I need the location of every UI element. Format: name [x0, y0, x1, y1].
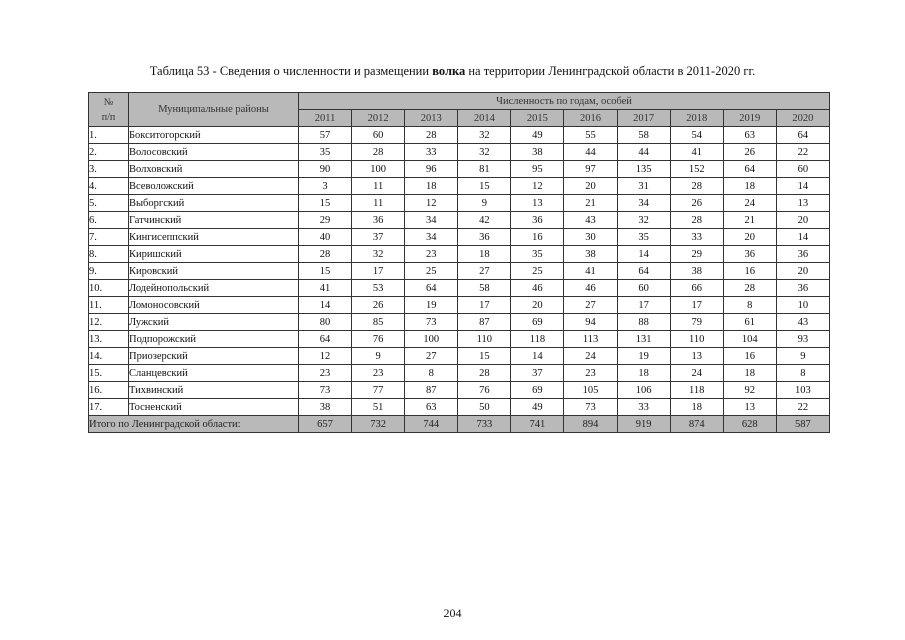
year-value: 96	[405, 161, 458, 178]
year-value: 40	[299, 229, 352, 246]
year-value: 97	[564, 161, 617, 178]
year-value: 27	[458, 263, 511, 280]
year-value: 21	[564, 195, 617, 212]
total-value: 733	[458, 416, 511, 433]
year-value: 12	[511, 178, 564, 195]
year-value: 33	[670, 229, 723, 246]
district-name: Тосненский	[129, 399, 299, 416]
year-value: 13	[723, 399, 776, 416]
district-name: Киришский	[129, 246, 299, 263]
year-value: 104	[723, 331, 776, 348]
district-name: Бокситогорский	[129, 127, 299, 144]
table-row	[89, 297, 830, 314]
year-value: 23	[405, 246, 458, 263]
wolf-population-table	[88, 92, 830, 433]
year-value: 32	[458, 144, 511, 161]
page-number: 204	[443, 606, 462, 620]
year-value: 20	[511, 297, 564, 314]
year-value: 41	[299, 280, 352, 297]
year-value: 28	[405, 127, 458, 144]
year-value: 44	[617, 144, 670, 161]
row-number: 4.	[89, 178, 129, 195]
year-value: 10	[776, 297, 829, 314]
year-value: 118	[670, 382, 723, 399]
header-year: 2012	[352, 110, 405, 127]
year-value: 12	[299, 348, 352, 365]
year-value: 25	[405, 263, 458, 280]
table-row	[89, 280, 830, 297]
year-value: 26	[670, 195, 723, 212]
year-value: 18	[458, 246, 511, 263]
year-value: 110	[458, 331, 511, 348]
year-value: 43	[564, 212, 617, 229]
header-number	[89, 93, 129, 127]
district-name: Выборгский	[129, 195, 299, 212]
district-name: Лодейнопольский	[129, 280, 299, 297]
row-number: 8.	[89, 246, 129, 263]
year-value: 14	[776, 229, 829, 246]
year-value: 77	[352, 382, 405, 399]
row-number: 12.	[89, 314, 129, 331]
year-value: 87	[405, 382, 458, 399]
year-value: 94	[564, 314, 617, 331]
year-value: 88	[617, 314, 670, 331]
year-value: 90	[299, 161, 352, 178]
header-group: Численность по годам, особей	[299, 93, 830, 110]
total-value: 919	[617, 416, 670, 433]
year-value: 44	[564, 144, 617, 161]
year-value: 36	[776, 280, 829, 297]
year-value: 14	[776, 178, 829, 195]
total-value: 744	[405, 416, 458, 433]
year-value: 37	[511, 365, 564, 382]
year-value: 26	[723, 144, 776, 161]
year-value: 35	[617, 229, 670, 246]
year-value: 46	[511, 280, 564, 297]
year-value: 63	[405, 399, 458, 416]
district-name: Кингисеппский	[129, 229, 299, 246]
year-value: 17	[670, 297, 723, 314]
table-row	[89, 382, 830, 399]
table-row	[89, 229, 830, 246]
district-name: Всеволожский	[129, 178, 299, 195]
year-value: 24	[670, 365, 723, 382]
year-value: 18	[405, 178, 458, 195]
header-number-line1: №	[103, 96, 114, 108]
year-value: 8	[776, 365, 829, 382]
year-value: 36	[723, 246, 776, 263]
year-value: 110	[670, 331, 723, 348]
total-value: 874	[670, 416, 723, 433]
year-value: 20	[776, 212, 829, 229]
year-value: 58	[458, 280, 511, 297]
year-value: 64	[723, 161, 776, 178]
year-value: 29	[299, 212, 352, 229]
year-value: 33	[405, 144, 458, 161]
year-value: 43	[776, 314, 829, 331]
district-name: Приозерский	[129, 348, 299, 365]
year-value: 100	[352, 161, 405, 178]
caption-suffix: на территории Ленинградской области в 2011-2020 гг.	[465, 64, 756, 78]
year-value: 9	[776, 348, 829, 365]
header-year: 2018	[670, 110, 723, 127]
year-value: 12	[405, 195, 458, 212]
header-year: 2020	[776, 110, 829, 127]
year-value: 106	[617, 382, 670, 399]
row-number: 10.	[89, 280, 129, 297]
year-value: 20	[776, 263, 829, 280]
year-value: 3	[299, 178, 352, 195]
district-name: Лужский	[129, 314, 299, 331]
total-label: Итого по Ленинградской области:	[89, 416, 299, 433]
year-value: 50	[458, 399, 511, 416]
year-value: 49	[511, 399, 564, 416]
year-value: 20	[723, 229, 776, 246]
year-value: 36	[776, 246, 829, 263]
year-value: 64	[299, 331, 352, 348]
year-value: 73	[564, 399, 617, 416]
year-value: 17	[617, 297, 670, 314]
year-value: 34	[405, 212, 458, 229]
total-value: 732	[352, 416, 405, 433]
year-value: 17	[352, 263, 405, 280]
year-value: 31	[617, 178, 670, 195]
year-value: 15	[299, 263, 352, 280]
year-value: 69	[511, 314, 564, 331]
year-value: 28	[670, 178, 723, 195]
total-value: 741	[511, 416, 564, 433]
total-value: 894	[564, 416, 617, 433]
year-value: 13	[670, 348, 723, 365]
year-value: 34	[405, 229, 458, 246]
year-value: 135	[617, 161, 670, 178]
year-value: 63	[723, 127, 776, 144]
year-value: 64	[405, 280, 458, 297]
header-row-top	[89, 93, 830, 110]
row-number: 14.	[89, 348, 129, 365]
year-value: 8	[405, 365, 458, 382]
year-value: 46	[564, 280, 617, 297]
district-name: Тихвинский	[129, 382, 299, 399]
year-value: 85	[352, 314, 405, 331]
year-value: 21	[723, 212, 776, 229]
year-value: 23	[299, 365, 352, 382]
year-value: 35	[511, 246, 564, 263]
total-row	[89, 416, 830, 433]
year-value: 29	[670, 246, 723, 263]
year-value: 113	[564, 331, 617, 348]
year-value: 61	[723, 314, 776, 331]
table-caption	[0, 64, 905, 79]
district-name: Кировский	[129, 263, 299, 280]
table-row	[89, 178, 830, 195]
year-value: 54	[670, 127, 723, 144]
year-value: 18	[723, 178, 776, 195]
header-year: 2014	[458, 110, 511, 127]
table-row	[89, 127, 830, 144]
year-value: 38	[564, 246, 617, 263]
total-value: 587	[776, 416, 829, 433]
year-value: 64	[617, 263, 670, 280]
table-row	[89, 399, 830, 416]
year-value: 36	[458, 229, 511, 246]
year-value: 19	[405, 297, 458, 314]
year-value: 28	[352, 144, 405, 161]
year-value: 23	[564, 365, 617, 382]
year-value: 15	[458, 178, 511, 195]
year-value: 15	[299, 195, 352, 212]
year-value: 32	[352, 246, 405, 263]
year-value: 18	[723, 365, 776, 382]
year-value: 41	[564, 263, 617, 280]
year-value: 24	[723, 195, 776, 212]
year-value: 38	[511, 144, 564, 161]
year-value: 41	[670, 144, 723, 161]
row-number: 5.	[89, 195, 129, 212]
table-row	[89, 161, 830, 178]
year-value: 73	[299, 382, 352, 399]
row-number: 17.	[89, 399, 129, 416]
year-value: 79	[670, 314, 723, 331]
row-number: 3.	[89, 161, 129, 178]
year-value: 60	[617, 280, 670, 297]
year-value: 27	[564, 297, 617, 314]
year-value: 49	[511, 127, 564, 144]
year-value: 32	[617, 212, 670, 229]
year-value: 80	[299, 314, 352, 331]
table-row	[89, 246, 830, 263]
table-row	[89, 348, 830, 365]
table-row	[89, 144, 830, 161]
year-value: 34	[617, 195, 670, 212]
year-value: 16	[723, 348, 776, 365]
year-value: 14	[511, 348, 564, 365]
year-value: 26	[352, 297, 405, 314]
table-row	[89, 331, 830, 348]
district-name: Сланцевский	[129, 365, 299, 382]
header-year: 2017	[617, 110, 670, 127]
year-value: 28	[670, 212, 723, 229]
year-value: 20	[564, 178, 617, 195]
row-number: 7.	[89, 229, 129, 246]
year-value: 76	[352, 331, 405, 348]
year-value: 27	[405, 348, 458, 365]
year-value: 103	[776, 382, 829, 399]
header-year: 2013	[405, 110, 458, 127]
year-value: 92	[723, 382, 776, 399]
year-value: 69	[511, 382, 564, 399]
year-value: 87	[458, 314, 511, 331]
table-body	[89, 127, 830, 433]
caption-bold-word: волка	[432, 64, 466, 78]
row-number: 9.	[89, 263, 129, 280]
year-value: 57	[299, 127, 352, 144]
year-value: 95	[511, 161, 564, 178]
year-value: 53	[352, 280, 405, 297]
year-value: 13	[511, 195, 564, 212]
header-year: 2016	[564, 110, 617, 127]
table-row	[89, 365, 830, 382]
year-value: 100	[405, 331, 458, 348]
year-value: 66	[670, 280, 723, 297]
year-value: 28	[458, 365, 511, 382]
year-value: 36	[352, 212, 405, 229]
year-value: 38	[299, 399, 352, 416]
header-number-line2: п/п	[101, 111, 116, 123]
district-name: Подпорожский	[129, 331, 299, 348]
row-number: 2.	[89, 144, 129, 161]
year-value: 105	[564, 382, 617, 399]
year-value: 35	[299, 144, 352, 161]
year-value: 51	[352, 399, 405, 416]
total-value: 628	[723, 416, 776, 433]
year-value: 15	[458, 348, 511, 365]
year-value: 11	[352, 195, 405, 212]
year-value: 22	[776, 399, 829, 416]
year-value: 58	[617, 127, 670, 144]
year-value: 8	[723, 297, 776, 314]
year-value: 55	[564, 127, 617, 144]
year-value: 32	[458, 127, 511, 144]
row-number: 11.	[89, 297, 129, 314]
year-value: 14	[617, 246, 670, 263]
district-name: Ломоносовский	[129, 297, 299, 314]
header-year: 2019	[723, 110, 776, 127]
year-value: 13	[776, 195, 829, 212]
header-year: 2011	[299, 110, 352, 127]
year-value: 73	[405, 314, 458, 331]
year-value: 24	[564, 348, 617, 365]
year-value: 131	[617, 331, 670, 348]
table-row	[89, 263, 830, 280]
year-value: 9	[352, 348, 405, 365]
year-value: 60	[352, 127, 405, 144]
year-value: 37	[352, 229, 405, 246]
year-value: 28	[723, 280, 776, 297]
year-value: 93	[776, 331, 829, 348]
header-year: 2015	[511, 110, 564, 127]
caption-prefix: Таблица 53 - Сведения о численности и размещении	[149, 64, 433, 78]
year-value: 36	[511, 212, 564, 229]
year-value: 16	[511, 229, 564, 246]
year-value: 23	[352, 365, 405, 382]
table-row	[89, 314, 830, 331]
year-value: 81	[458, 161, 511, 178]
year-value: 22	[776, 144, 829, 161]
row-number: 16.	[89, 382, 129, 399]
year-value: 19	[617, 348, 670, 365]
year-value: 18	[670, 399, 723, 416]
year-value: 25	[511, 263, 564, 280]
year-value: 11	[352, 178, 405, 195]
year-value: 38	[670, 263, 723, 280]
year-value: 17	[458, 297, 511, 314]
year-value: 60	[776, 161, 829, 178]
total-value: 657	[299, 416, 352, 433]
year-value: 14	[299, 297, 352, 314]
year-value: 42	[458, 212, 511, 229]
district-name: Гатчинский	[129, 212, 299, 229]
year-value: 152	[670, 161, 723, 178]
row-number: 1.	[89, 127, 129, 144]
row-number: 13.	[89, 331, 129, 348]
year-value: 18	[617, 365, 670, 382]
year-value: 28	[299, 246, 352, 263]
header-district: Муниципальные районы	[129, 93, 299, 127]
year-value: 64	[776, 127, 829, 144]
year-value: 16	[723, 263, 776, 280]
row-number: 6.	[89, 212, 129, 229]
year-value: 9	[458, 195, 511, 212]
year-value: 76	[458, 382, 511, 399]
year-value: 30	[564, 229, 617, 246]
district-name: Волховский	[129, 161, 299, 178]
district-name: Волосовский	[129, 144, 299, 161]
row-number: 15.	[89, 365, 129, 382]
table-row	[89, 212, 830, 229]
table-row	[89, 195, 830, 212]
year-value: 118	[511, 331, 564, 348]
year-value: 33	[617, 399, 670, 416]
